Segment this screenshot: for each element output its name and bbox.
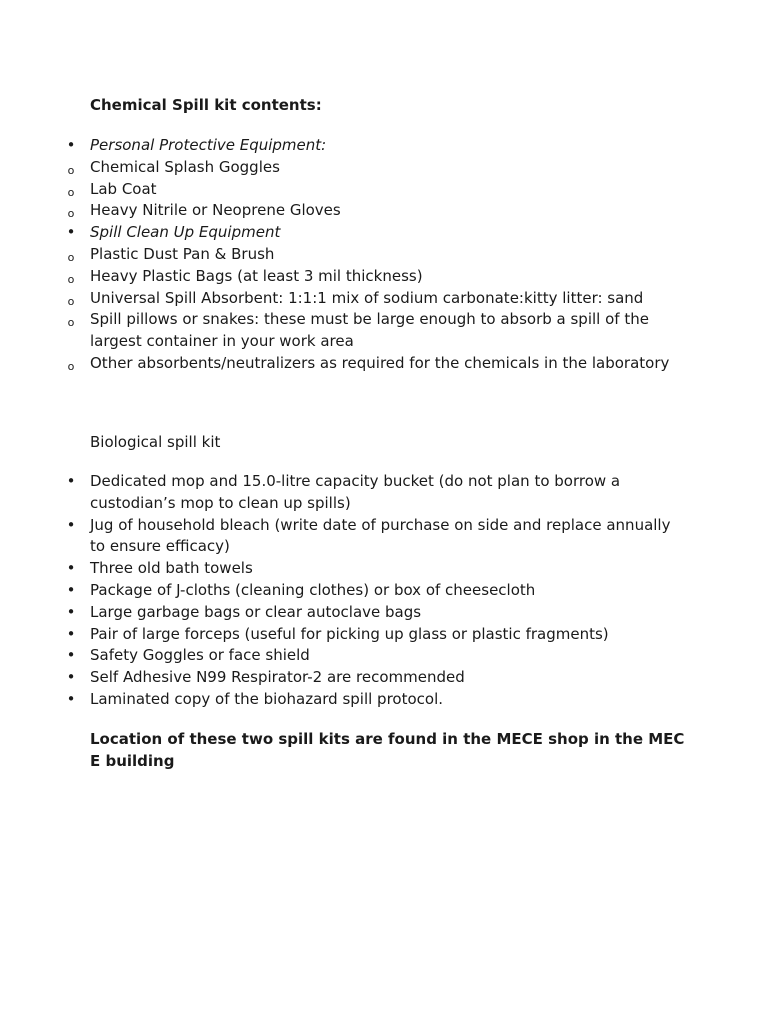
list-item-text: Heavy Nitrile or Neoprene Gloves — [90, 201, 341, 220]
bullet-marker: • — [66, 559, 76, 578]
list-item-text: Lab Coat — [90, 179, 157, 198]
sub-bullet-marker: o — [67, 250, 75, 264]
bullet-marker: • — [66, 689, 76, 708]
bullet-marker: • — [66, 223, 76, 242]
list-item — [0, 222, 690, 244]
list-item-text: Jug of household bleach (write date of purchase on side and replace annually to ensure efficacy) — [90, 515, 671, 556]
list-item-text: Safety Goggles or face shield — [90, 646, 310, 665]
list-item — [0, 689, 690, 711]
list-item — [0, 602, 690, 624]
list-item — [0, 558, 690, 580]
list-item-text: Heavy Plastic Bags (at least 3 mil thickness) — [90, 266, 423, 285]
sub-bullet-marker: o — [67, 207, 75, 221]
list-item-text: Laminated copy of the biohazard spill protocol. — [90, 689, 444, 708]
list-item — [0, 624, 690, 646]
list-item-text: Three old bath towels — [90, 559, 253, 578]
list-item-text: Plastic Dust Pan & Brush — [90, 244, 275, 263]
sub-bullet-marker: o — [67, 316, 75, 330]
bullet-marker: • — [66, 136, 76, 154]
list-item-text: Spill Clean Up Equipment — [90, 223, 281, 242]
list-item — [0, 353, 690, 375]
bullet-marker: • — [66, 668, 76, 687]
list-item — [0, 309, 690, 353]
bullet-marker: • — [66, 580, 76, 599]
bullet-marker: • — [66, 624, 76, 643]
bullet-marker: • — [66, 646, 76, 665]
biological-kit-list — [0, 471, 690, 711]
list-item — [0, 580, 690, 602]
list-item-text: Spill pillows or snakes: these must be large enough to absorb a spill of the largest container in your work area — [90, 310, 649, 351]
list-item — [0, 179, 690, 201]
bullet-marker: • — [66, 515, 76, 534]
chemical-kit-list — [0, 135, 690, 375]
bullet-marker: • — [66, 602, 76, 621]
list-item-text: Universal Spill Absorbent: 1:1:1 mix of sodium carbonate:kitty litter: sand — [90, 288, 644, 307]
location-note: Location of these two spill kits are found in the MECE shop in the MEC E building — [90, 730, 685, 770]
list-item — [0, 244, 690, 266]
biological-kit-title: Biological spill kit — [90, 433, 221, 451]
sub-bullet-marker: o — [67, 359, 75, 373]
sub-bullet-marker: o — [67, 272, 75, 286]
chemical-kit-title: Chemical Spill kit contents: — [90, 96, 322, 114]
list-item — [0, 266, 690, 288]
list-item-text: Pair of large forceps (useful for picking up glass or plastic fragments) — [90, 624, 609, 643]
list-item-text: Dedicated mop and 15.0-litre capacity bucket (do not plan to borrow a custodian’s mop to clean up spills) — [90, 472, 621, 512]
list-item-text: Large garbage bags or clear autoclave bags — [90, 602, 422, 621]
sub-bullet-marker: o — [67, 294, 75, 308]
list-item — [0, 515, 690, 559]
list-item-text: Package of J-cloths (cleaning clothes) or box of cheesecloth — [90, 580, 536, 599]
list-item — [0, 157, 690, 179]
list-item — [0, 288, 690, 310]
sub-bullet-marker: o — [67, 185, 75, 199]
list-item — [0, 667, 690, 689]
list-item-text: Other absorbents/neutralizers as required for the chemicals in the laboratory — [90, 353, 670, 372]
list-item-text: Chemical Splash Goggles — [90, 157, 280, 176]
bullet-marker: • — [66, 472, 76, 490]
sub-bullet-marker: o — [67, 163, 75, 177]
list-item — [0, 135, 690, 157]
list-item — [0, 471, 690, 515]
list-item-text: Personal Protective Equipment: — [90, 136, 327, 154]
list-item — [0, 200, 690, 222]
list-item-text: Self Adhesive N99 Respirator-2 are recommended — [90, 668, 465, 687]
list-item — [0, 645, 690, 667]
